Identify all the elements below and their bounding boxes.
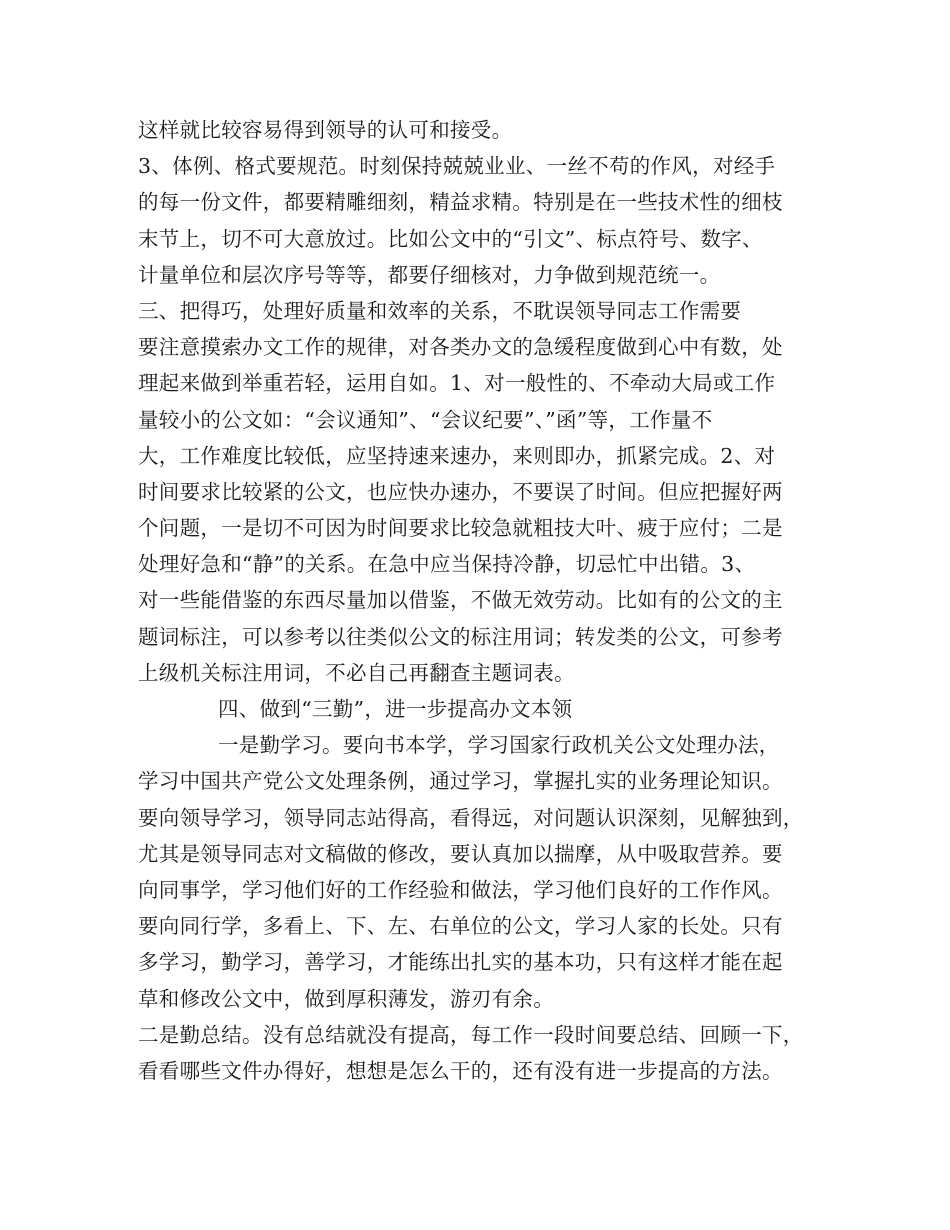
text-line: 尤其是领导同志对文稿做的修改，要认真加以揣摩，从中吸取营养。要	[138, 841, 783, 866]
text-line: 学习中国共产党公文处理条例，通过学习，掌握扎实的业务理论知识。	[138, 769, 783, 794]
text-line: 末节上，切不可大意放过。比如公文中的“引文”、标点符号、数字、	[138, 226, 763, 251]
text-line: 多学习，勤学习，善学习，才能练出扎实的基本功，只有这样才能在起	[138, 950, 783, 975]
text-line: 这样就比较容易得到领导的认可和接受。	[138, 118, 513, 142]
text-line: 要向领导学习，领导同志站得高，看得远，对问题认识深刻，见解独到，	[138, 805, 804, 830]
text-line: 计量单位和层次序号等等，都要仔细核对，力争做到规范统一。	[138, 262, 721, 287]
text-line: 理起来做到举重若轻，运用自如。1、对一般性的、不牵动大局或工作	[138, 371, 776, 396]
text-line: 看看哪些文件办得好，想想是怎么干的，还有没有进一步提高的方法。	[138, 1058, 783, 1083]
text-line: 一是勤学习。要向书本学，学习国家行政机关公文处理办法，	[218, 733, 780, 758]
text-line: 草和修改公文中，做到厚积薄发，游刃有余。	[138, 986, 554, 1011]
text-line: 的每一份文件，都要精雕细刻，精益求精。特别是在一些技术性的细枝	[138, 190, 783, 215]
text-line: 大，工作难度比较低，应坚持速来速办，来则即办，抓紧完成。2、对	[138, 443, 776, 468]
document-body	[138, 112, 828, 1089]
text-line: 二是勤总结。没有总结就没有提高，每工作一段时间要总结、回顾一下，	[138, 1022, 804, 1047]
section-heading: 三、把得巧，处理好质量和效率的关系，不耽误领导同志工作需要	[138, 298, 742, 323]
section-heading: 四、做到“三勤”，进一步提高办文本领	[218, 697, 573, 721]
text-line: 要注意摸索办文工作的规律，对各类办文的急缓程度做到心中有数，处	[138, 335, 783, 360]
text-line: 题词标注，可以参考以往类似公文的标注用词；转发类的公文，可参考	[138, 624, 783, 649]
text-line: 时间要求比较紧的公文，也应快办速办，不要误了时间。但应把握好两	[138, 479, 783, 504]
text-line: 向同事学，学习他们好的工作经验和做法，学习他们良好的工作作风。	[138, 877, 783, 902]
text-line: 量较小的公文如：“会议通知”、“会议纪要”、”函”等，工作量不	[138, 407, 713, 432]
text-line: 3、体例、格式要规范。时刻保持兢兢业业、一丝不苟的作风，对经手	[138, 154, 776, 179]
text-line: 对一些能借鉴的东西尽量加以借鉴，不做无效劳动。比如有的公文的主	[138, 588, 783, 613]
text-line: 要向同行学，多看上、下、左、右单位的公文，学习人家的长处。只有	[138, 914, 783, 939]
text-line: 上级机关标注用词，不必自己再翻查主题词表。	[138, 660, 575, 685]
text-line: 个问题，一是切不可因为时间要求比较急就粗技大叶、疲于应付；二是	[138, 516, 783, 541]
text-line: 处理好急和“静”的关系。在急中应当保持冷静，切忌忙中出错。3、	[138, 552, 756, 577]
